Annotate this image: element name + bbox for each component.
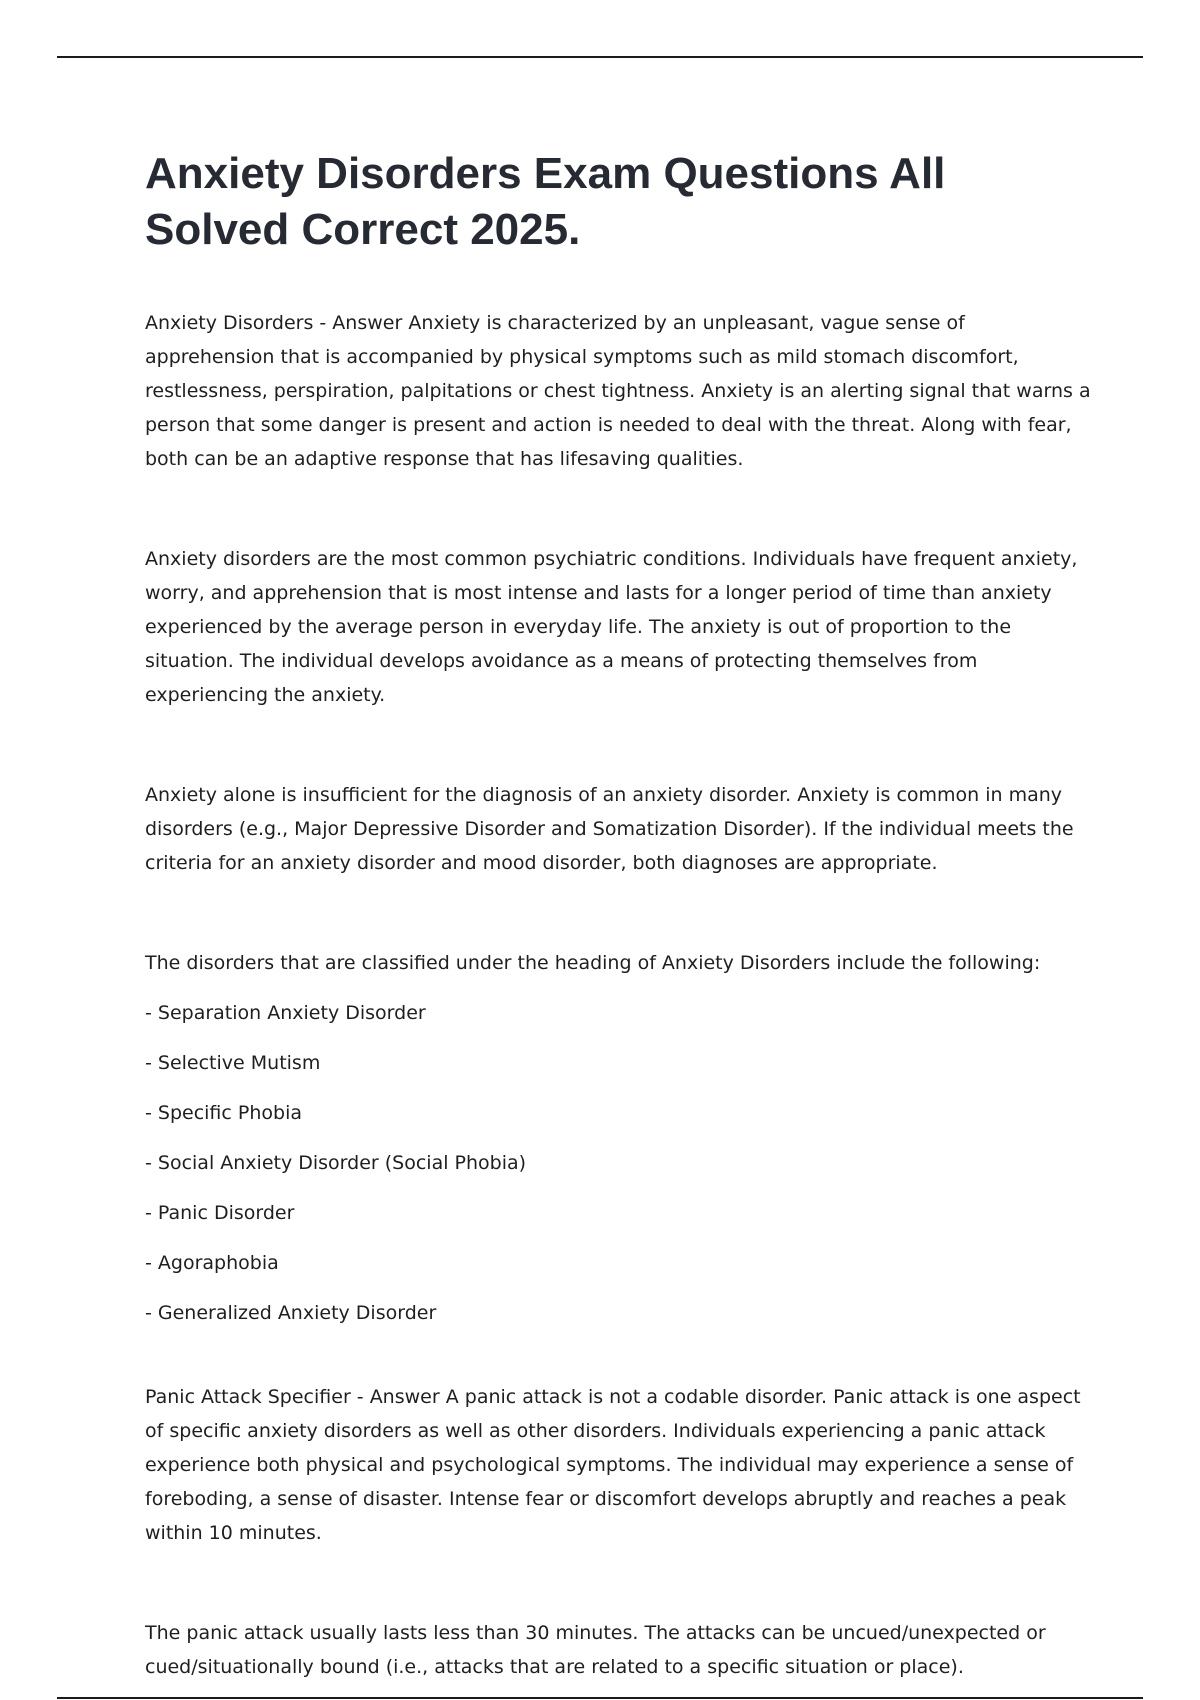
bottom-divider bbox=[57, 1697, 1143, 1699]
top-divider bbox=[57, 56, 1143, 58]
list-item: - Separation Anxiety Disorder bbox=[145, 1002, 426, 1024]
paragraph-term: Anxiety Disorders - Answer bbox=[145, 312, 403, 334]
paragraph-diagnosis: Anxiety alone is insufficient for the diagnosis of an anxiety disorder. Anxiety is common in many disorders (e.g., Major Depressive Disorder and Somatization Disorder). If the individual meets the criteria for an anxiety disorder and mood disorder, both diagnoses are appropriate. bbox=[145, 784, 1074, 874]
paragraph-panic-duration: The panic attack usually lasts less than 30 minutes. The attacks can be uncued/unexpected or cued/situationally bound (i.e., attacks that are related to a specific situation or place). bbox=[145, 1622, 1046, 1678]
list-item: - Agoraphobia bbox=[145, 1252, 279, 1274]
paragraph-term: Panic Attack Specifier - Answer bbox=[145, 1386, 440, 1408]
list-item: - Specific Phobia bbox=[145, 1102, 302, 1124]
list-item: - Social Anxiety Disorder (Social Phobia) bbox=[145, 1152, 527, 1174]
document-body bbox=[145, 146, 1095, 1684]
paragraph-text: Anxiety is characterized by an unpleasant, vague sense of apprehension that is accompanied by physical symptoms such as mild stomach discomfort, restlessness, perspiration, palpitations or chest tightness. Anxiety is an alerting signal that warns a person that some danger is present and action is needed to deal with the threat. Along with fear, both can be an adaptive response that has lifesaving qualities. bbox=[145, 312, 1091, 470]
list-item: - Panic Disorder bbox=[145, 1202, 295, 1224]
list-item: - Generalized Anxiety Disorder bbox=[145, 1302, 437, 1324]
disorder-list bbox=[145, 996, 1095, 1330]
paragraph-text: A panic attack is not a codable disorder. Panic attack is one aspect of specific anxiety disorders as well as other disorders. Individuals experiencing a panic attack experience both physical and psychological symptoms. The individual may experience a sense of foreboding, a sense of disaster. Intense fear or discomfort develops abruptly and reaches a peak within 10 minutes. bbox=[145, 1386, 1081, 1544]
paragraph-classified-disorders: The disorders that are classified under the heading of Anxiety Disorders include the following: bbox=[145, 952, 1041, 974]
paragraph-anxiety-disorders bbox=[145, 306, 1095, 476]
list-item: - Selective Mutism bbox=[145, 1052, 321, 1074]
paragraph-common-conditions: Anxiety disorders are the most common psychiatric conditions. Individuals have frequent anxiety, worry, and apprehension that is most intense and lasts for a longer period of time than anxiety experienced by the average person in everyday life. The anxiety is out of proportion to the situation. The individual develops avoidance as a means of protecting themselves from experiencing the anxiety. bbox=[145, 548, 1078, 706]
document-title: Anxiety Disorders Exam Questions All Solved Correct 2025. bbox=[145, 149, 946, 254]
paragraph-panic-attack-specifier bbox=[145, 1380, 1095, 1550]
